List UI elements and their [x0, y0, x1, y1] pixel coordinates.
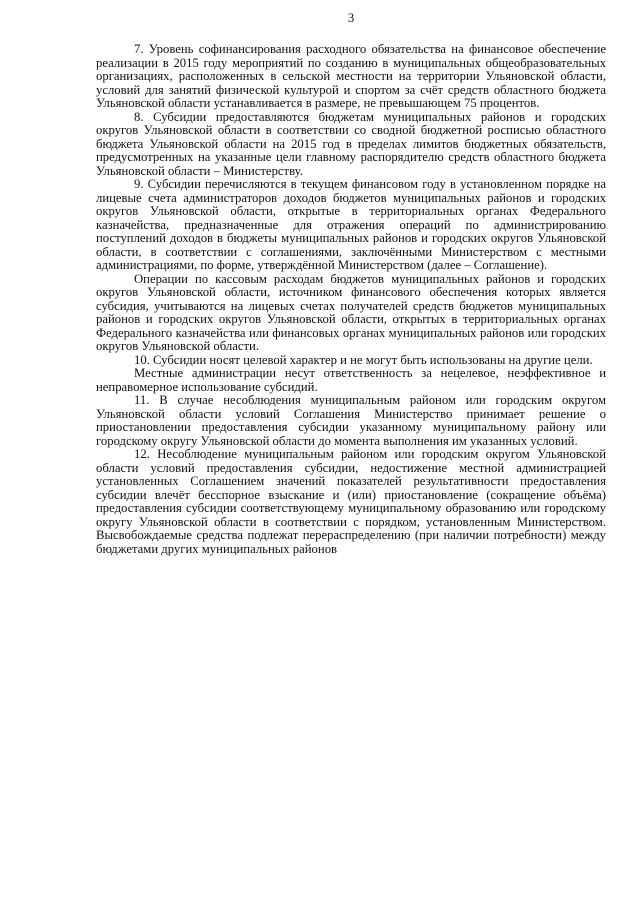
- paragraph-item-11: 11. В случае несоблюдения муниципальным районом или городским округом Ульяновской области условий Соглашения Министерство принимает решение о приостановлении предоставления субсидии указанному муниципальному району или городскому округу Ульяновской области до момента выполнения им указанных условий.: [96, 393, 606, 448]
- paragraph-item-10: 10. Субсидии носят целевой характер и не могут быть использованы на другие цели.: [134, 352, 593, 367]
- paragraph-item-9: 9. Субсидии перечисляются в текущем финансовом году в установленном порядке на лицевые счета администраторов доходов бюджетов муниципальных районов и городских округов Ульяновской области, открытые в территориальных органах Федерального казначейства, предназначенные для отражения операций по администрированию поступлений доходов в бюджеты муниципальных районов и городских округов Ульяновской области, в соответствии с соглашениями, заключёнными Министерством с местными администрациями, по форме, утверждённой Министерством (далее – Соглашение).: [96, 177, 606, 272]
- paragraph-item-8: 8. Субсидии предоставляются бюджетам муниципальных районов и городских округов Ульяновской области в соответствии со сводной бюджетной росписью областного бюджета Ульяновской области на 2015 год в пределах лимитов бюджетных обязательств, предусмотренных на указанные цели главному распорядителю средств областного бюджета Ульяновской области – Министерству.: [96, 109, 606, 178]
- paragraph-item-7: 7. Уровень софинансирования расходного обязательства на финансовое обеспечение реализации в 2015 году мероприятий по созданию в муниципальных общеобразовательных организациях, расположенных в сельской местности на территории Ульяновской области, условий для занятий физической культурой и спортом за счёт средств областного бюджета Ульяновской области устанавливается в размере, не превышающем 75 процентов.: [96, 42, 606, 110]
- paragraph-item-10-continued: Местные администрации несут ответственность за нецелевое, неэффективное и неправомерное использование субсидий.: [96, 366, 606, 394]
- page-number: 3: [347, 11, 355, 25]
- document-body: [96, 43, 606, 556]
- paragraph-item-12: 12. Несоблюдение муниципальным районом или городским округом Ульяновской области условий предоставления субсидии, недостижение местной администрацией установленных Соглашением значений показателей результативности предоставления субсидии влечёт бесспорное взыскание и (или) приостановление (сокращение объёма) предоставления субсидии соответствующему муниципальному образованию или городскому округу Ульяновской области в соответствии с порядком, установленным Министерством. Высвобождаемые средства подлежат перераспределению (при наличии потребности) между бюджетами других муниципальных районов: [96, 447, 606, 556]
- paragraph-item-9-continued: Операции по кассовым расходам бюджетов муниципальных районов и городских округов Ульяновской области, источником финансового обеспечения которых является субсидия, учитываются на лицевых счетах получателей средств бюджетов муниципальных районов и городских округов Ульяновской области, открытых в территориальных органах Федерального казначейства или финансовых органах муниципальных районов или городских округов Ульяновской области.: [96, 271, 606, 353]
